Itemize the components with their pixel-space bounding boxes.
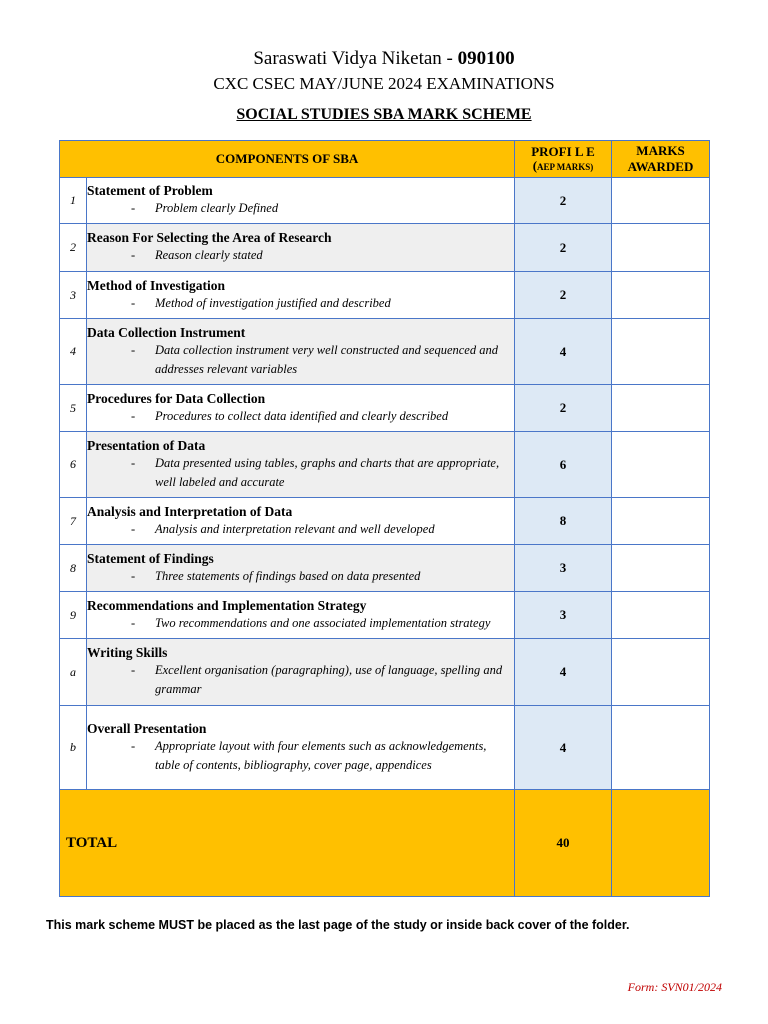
component-cell [87, 272, 515, 319]
school-name-text: Saraswati Vidya Niketan - [253, 48, 458, 69]
component-title: Recommendations and Implementation Strategy [87, 597, 367, 613]
table-row [60, 385, 710, 432]
form-number: Form: SVN01/2024 [627, 980, 722, 994]
criterion-dash: - [131, 615, 136, 630]
component-cell [87, 224, 515, 272]
marks-awarded-cell[interactable] [612, 319, 710, 385]
profile-marks: 4 [515, 706, 612, 790]
criterion [131, 246, 514, 265]
profile-marks: 4 [515, 319, 612, 385]
total-row [60, 790, 710, 897]
criterion [131, 407, 514, 426]
row-number: 7 [60, 498, 87, 545]
profile-marks: 2 [515, 272, 612, 319]
header-profile-sub: AEP MARKS) [537, 161, 594, 172]
row-number: 6 [60, 432, 87, 498]
row-number: 5 [60, 385, 87, 432]
component-cell [87, 385, 515, 432]
table-row [60, 545, 710, 592]
table-row [60, 178, 710, 224]
row-number: 3 [60, 272, 87, 319]
row-number: 2 [60, 224, 87, 272]
profile-marks: 2 [515, 224, 612, 272]
component-cell [87, 432, 515, 498]
header-profile [515, 141, 612, 178]
total-awarded-cell[interactable] [612, 790, 710, 897]
component-title: Writing Skills [87, 645, 168, 660]
marks-awarded-cell[interactable] [612, 498, 710, 545]
component-title: Method of Investigation [87, 277, 225, 293]
exam-title: CXC CSEC MAY/JUNE 2024 EXAMINATIONS [213, 74, 555, 93]
criterion [131, 454, 514, 492]
table-row [60, 432, 710, 498]
total-marks: 40 [515, 790, 612, 897]
table-row [60, 592, 710, 639]
profile-marks: 3 [515, 592, 612, 639]
criterion-text: Procedures to collect data identified and clearly described [155, 408, 449, 423]
row-number: 8 [60, 545, 87, 592]
profile-marks: 2 [515, 385, 612, 432]
table-row [60, 706, 710, 790]
table-header-row [60, 141, 710, 178]
component-title: Overall Presentation [87, 720, 207, 736]
criterion-dash: - [131, 455, 136, 470]
document-title: SOCIAL STUDIES SBA MARK SCHEME [236, 106, 532, 123]
criterion-dash: - [131, 568, 136, 583]
component-cell [87, 498, 515, 545]
header-profile-label: PROFI L E [531, 143, 595, 159]
mark-scheme-table [59, 140, 710, 897]
criterion-text: Data collection instrument very well constructed and sequenced and addresses relevant variables [155, 342, 498, 376]
criterion [131, 199, 514, 218]
profile-marks: 3 [515, 545, 612, 592]
component-title: Analysis and Interpretation of Data [87, 503, 293, 519]
criterion-text: Two recommendations and one associated implementation strategy [155, 615, 491, 630]
component-cell [87, 706, 515, 790]
criterion-text: Problem clearly Defined [155, 201, 279, 215]
component-title: Statement of Findings [87, 550, 214, 566]
row-number: b [60, 706, 87, 790]
component-cell [87, 592, 515, 639]
placement-note: This mark scheme MUST be placed as the last page of the study or inside back cover of the folder. [46, 918, 630, 932]
criterion-text: Data presented using tables, graphs and charts that are appropriate, well labeled and accurate [155, 455, 500, 489]
criterion-text: Excellent organisation (paragraphing), use of language, spelling and grammar [155, 663, 503, 696]
header-profile-open: ( [532, 157, 538, 173]
marks-awarded-cell[interactable] [612, 706, 710, 790]
row-number: 4 [60, 319, 87, 385]
criterion [131, 567, 514, 586]
component-cell [87, 545, 515, 592]
component-title: Reason For Selecting the Area of Research [87, 230, 332, 245]
criterion [131, 661, 514, 699]
component-title: Data Collection Instrument [87, 324, 246, 340]
table-row [60, 224, 710, 272]
criterion [131, 614, 514, 633]
criterion-text: Three statements of findings based on data presented [155, 568, 421, 583]
component-cell [87, 639, 515, 706]
criterion [131, 341, 514, 379]
criterion-dash: - [131, 521, 136, 536]
component-cell [87, 178, 515, 224]
criterion [131, 294, 514, 313]
header-components: COMPONENTS OF SBA [60, 141, 515, 178]
table-row [60, 272, 710, 319]
profile-marks: 2 [515, 178, 612, 224]
header-marks-awarded: MARKS AWARDED [612, 141, 710, 178]
criterion [131, 737, 514, 775]
marks-awarded-cell[interactable] [612, 178, 710, 224]
criterion-dash: - [131, 408, 136, 423]
component-title: Statement of Problem [87, 183, 213, 198]
criterion-dash: - [131, 663, 136, 677]
component-cell [87, 319, 515, 385]
criterion-text: Reason clearly stated [155, 248, 263, 262]
criterion-text: Analysis and interpretation relevant and well developed [155, 521, 435, 536]
marks-awarded-cell[interactable] [612, 592, 710, 639]
criterion [131, 520, 514, 539]
marks-awarded-cell[interactable] [612, 385, 710, 432]
table-row [60, 319, 710, 385]
marks-awarded-cell[interactable] [612, 432, 710, 498]
profile-marks: 4 [515, 639, 612, 706]
total-label: TOTAL [60, 790, 515, 897]
marks-awarded-cell[interactable] [612, 224, 710, 272]
criterion-text: Appropriate layout with four elements such as acknowledgements, table of contents, bibliography, cover page, appendices [155, 738, 487, 772]
marks-awarded-cell[interactable] [612, 545, 710, 592]
criterion-dash: - [131, 295, 136, 310]
profile-marks: 6 [515, 432, 612, 498]
criterion-dash: - [131, 342, 136, 357]
criterion-dash: - [131, 248, 136, 262]
table-row [60, 639, 710, 706]
profile-marks: 8 [515, 498, 612, 545]
component-title: Presentation of Data [87, 437, 206, 453]
row-number: a [60, 639, 87, 706]
marks-awarded-cell[interactable] [612, 639, 710, 706]
criterion-dash: - [131, 738, 136, 753]
criterion-dash: - [131, 201, 136, 215]
criterion-text: Method of investigation justified and described [155, 295, 391, 310]
row-number: 9 [60, 592, 87, 639]
component-title: Procedures for Data Collection [87, 390, 266, 406]
table-row [60, 498, 710, 545]
school-name [0, 48, 768, 70]
school-code: 090100 [457, 48, 515, 69]
marks-awarded-cell[interactable] [612, 272, 710, 319]
row-number: 1 [60, 178, 87, 224]
